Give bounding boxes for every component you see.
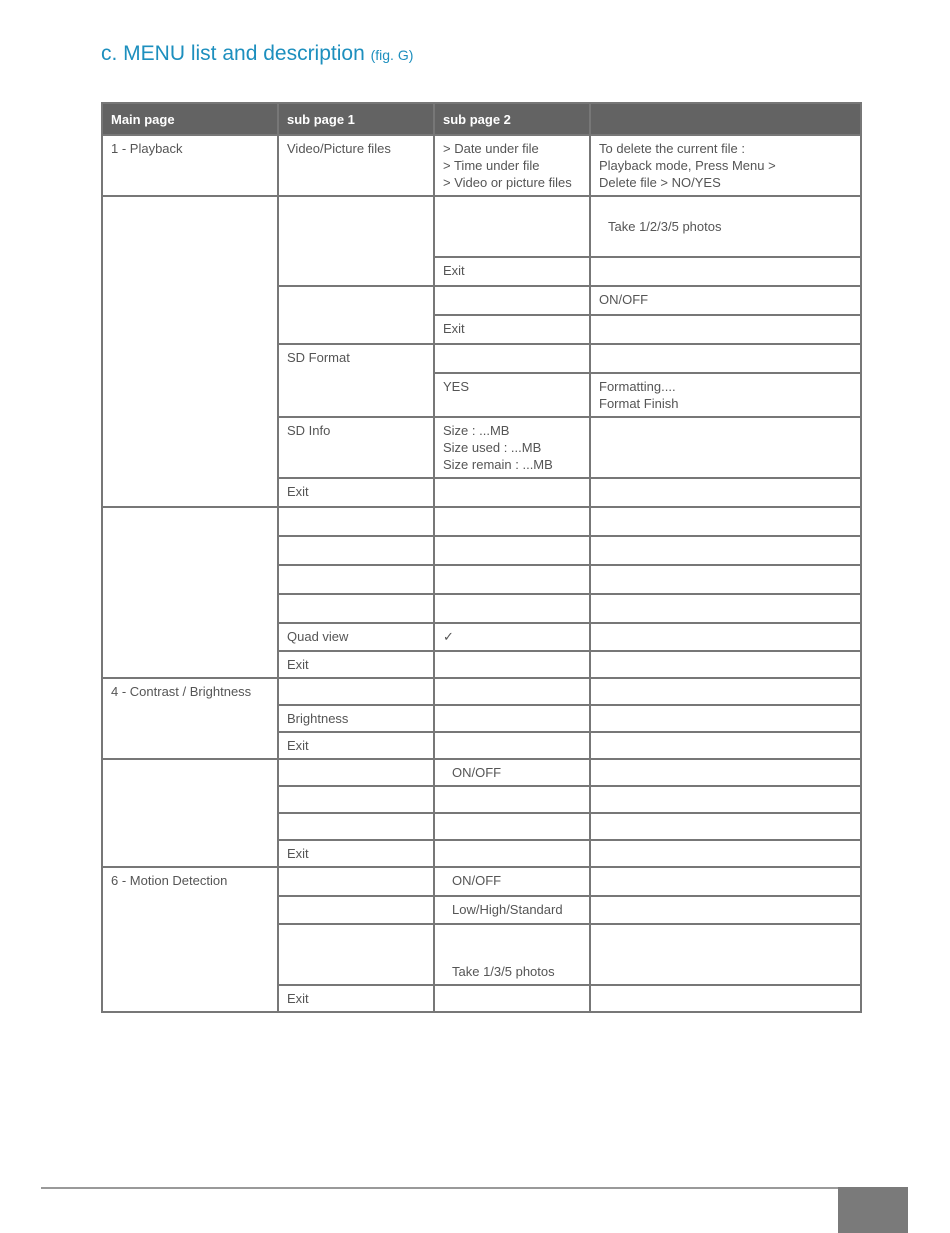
sub-page-1-cell: Exit	[278, 651, 434, 678]
description-cell	[590, 565, 861, 594]
sub-page-2-cell	[434, 651, 590, 678]
main-page-cell	[102, 507, 278, 678]
description-cell	[590, 813, 861, 840]
sub-page-2-cell	[434, 813, 590, 840]
description-cell	[590, 651, 861, 678]
sub-page-1-cell: Exit	[278, 985, 434, 1012]
sub-page-2-cell: ON/OFF	[434, 759, 590, 786]
sub-page-1-cell	[278, 896, 434, 924]
sub-page-1-cell: Brightness	[278, 705, 434, 732]
sub-page-2-cell: Exit	[434, 315, 590, 344]
description-cell	[590, 315, 861, 344]
table-row	[102, 507, 861, 536]
sub-page-1-cell	[278, 507, 434, 536]
description-cell	[590, 985, 861, 1012]
sub-page-2-cell	[434, 594, 590, 623]
sub-page-1-cell: SD Info	[278, 417, 434, 478]
sub-page-2-cell: ON/OFF	[434, 867, 590, 896]
sub-page-1-cell: Exit	[278, 732, 434, 759]
sub-page-2-cell	[434, 985, 590, 1012]
sub-page-2-cell	[434, 840, 590, 867]
sub-page-2-cell	[434, 507, 590, 536]
sub-page-1-cell	[278, 867, 434, 896]
description-cell	[590, 478, 861, 507]
description-cell	[590, 417, 861, 478]
footer-rule	[41, 1187, 838, 1189]
sub-page-1-cell: Exit	[278, 478, 434, 507]
sub-page-2-cell	[434, 196, 590, 257]
page-number-box	[838, 1187, 908, 1233]
table-row	[102, 759, 861, 786]
page-title	[101, 42, 413, 66]
main-page-cell: 1 - Playback	[102, 135, 278, 196]
description-cell	[590, 786, 861, 813]
header-row	[102, 103, 861, 135]
sub-page-2-cell: Take 1/3/5 photos	[434, 924, 590, 985]
sub-page-2-cell: Size : ...MB Size used : ...MB Size remain : ...MB	[434, 417, 590, 478]
sub-page-1-cell	[278, 786, 434, 813]
description-cell	[590, 594, 861, 623]
sub-page-2-cell	[434, 705, 590, 732]
description-cell	[590, 257, 861, 286]
description-cell	[590, 840, 861, 867]
sub-page-2-cell	[434, 678, 590, 705]
table-row	[102, 196, 861, 257]
sub-page-1-cell	[278, 924, 434, 985]
header-description	[590, 103, 861, 135]
description-cell	[590, 536, 861, 565]
sub-page-1-cell	[278, 594, 434, 623]
table-row	[102, 135, 861, 196]
main-page-cell: 4 - Contrast / Brightness	[102, 678, 278, 759]
description-cell	[590, 924, 861, 985]
header-sub-page-2: sub page 2	[434, 103, 590, 135]
description-cell	[590, 705, 861, 732]
main-page-cell	[102, 196, 278, 507]
sub-page-2-cell	[434, 536, 590, 565]
sub-page-2-cell	[434, 732, 590, 759]
sub-page-1-cell	[278, 759, 434, 786]
sub-page-1-cell: Exit	[278, 840, 434, 867]
description-cell: Take 1/2/3/5 photos	[590, 196, 861, 257]
header-main-page: Main page	[102, 103, 278, 135]
checkmark-icon: ✓	[434, 623, 590, 651]
description-cell	[590, 896, 861, 924]
sub-page-1-cell: Quad view	[278, 623, 434, 651]
sub-page-2-cell: Exit	[434, 257, 590, 286]
sub-page-2-cell	[434, 478, 590, 507]
description-cell	[590, 344, 861, 373]
sub-page-1-cell	[278, 536, 434, 565]
menu-table	[101, 102, 862, 1013]
sub-page-2-cell	[434, 786, 590, 813]
sub-page-2-cell: YES	[434, 373, 590, 417]
sub-page-1-cell	[278, 565, 434, 594]
sub-page-1-cell	[278, 678, 434, 705]
sub-page-2-cell	[434, 344, 590, 373]
sub-page-1-cell	[278, 813, 434, 840]
main-page-cell	[102, 759, 278, 867]
main-page-cell: 6 - Motion Detection	[102, 867, 278, 1012]
table-row	[102, 867, 861, 896]
table-row	[102, 678, 861, 705]
sub-page-1-cell	[278, 286, 434, 344]
header-sub-page-1: sub page 1	[278, 103, 434, 135]
description-cell	[590, 759, 861, 786]
description-cell	[590, 507, 861, 536]
title-text: c. MENU list and description	[101, 42, 365, 65]
sub-page-1-cell: SD Format	[278, 344, 434, 417]
sub-page-1-cell	[278, 196, 434, 286]
figure-reference: (fig. G)	[370, 47, 414, 63]
description-cell: ON/OFF	[590, 286, 861, 315]
description-cell: Formatting.... Format Finish	[590, 373, 861, 417]
sub-page-2-cell: Low/High/Standard	[434, 896, 590, 924]
description-cell	[590, 623, 861, 651]
sub-page-2-cell	[434, 286, 590, 315]
sub-page-1-cell: Video/Picture files	[278, 135, 434, 196]
description-cell: To delete the current file : Playback mode, Press Menu > Delete file > NO/YES	[590, 135, 861, 196]
description-cell	[590, 732, 861, 759]
sub-page-2-cell: > Date under file > Time under file > Video or picture files	[434, 135, 590, 196]
description-cell	[590, 867, 861, 896]
sub-page-2-cell	[434, 565, 590, 594]
description-cell	[590, 678, 861, 705]
